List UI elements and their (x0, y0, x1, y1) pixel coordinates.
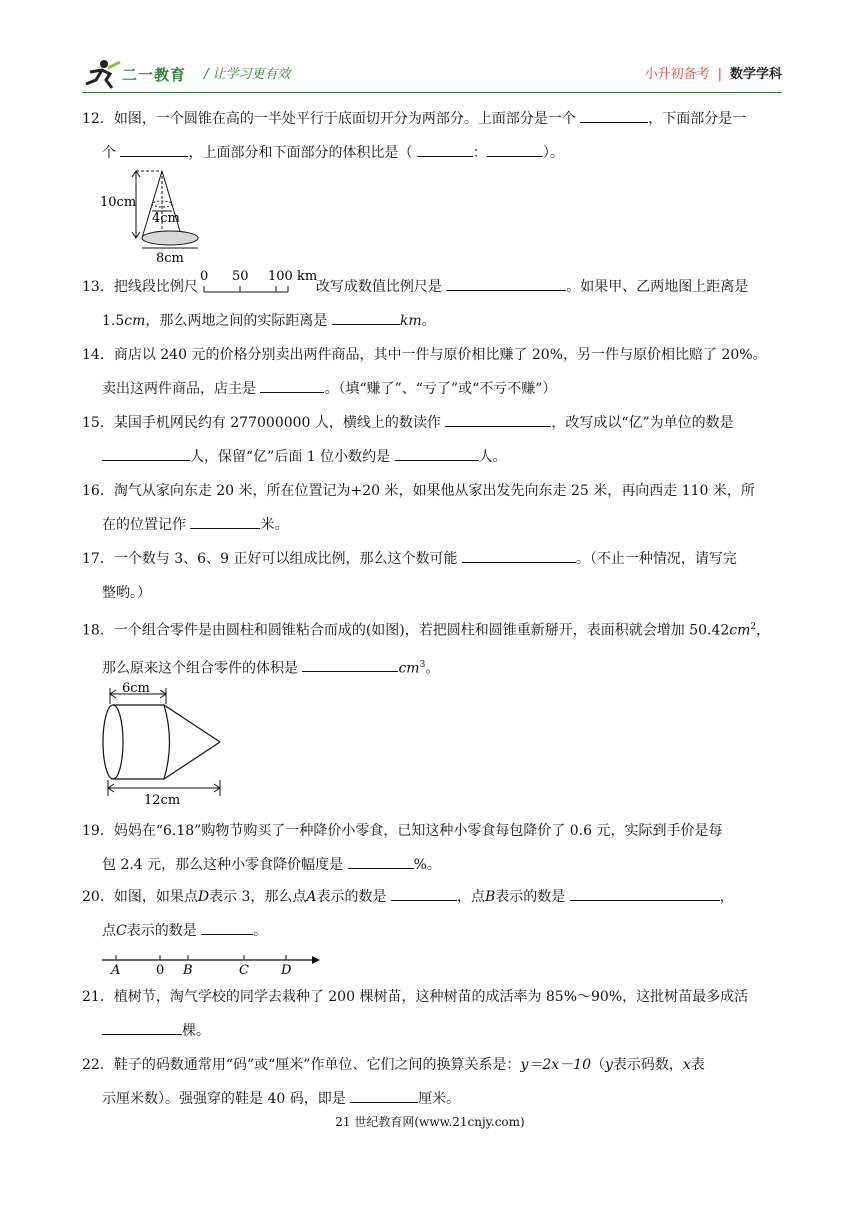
answer-blank[interactable] (391, 884, 457, 901)
q-text: 个 (102, 145, 116, 161)
q-text: 妈妈在“6.18”购物节购买了一种降价小零食，已知这种小零食每包降价了 0.6 元，实际到手价是每 (113, 823, 723, 839)
question-19 (82, 814, 782, 882)
cylinder-cone-figure (100, 680, 230, 808)
scale-label-0: 0 (200, 269, 209, 284)
answer-blank[interactable] (570, 884, 720, 901)
runner-icon (82, 58, 122, 90)
point-C: C (239, 963, 249, 976)
q-text: 把线段比例尺 (113, 279, 198, 295)
question-13 (82, 270, 782, 338)
question-18 (82, 610, 782, 685)
point-D: D (281, 963, 292, 976)
q-text: 如图，一个圆锥在高的一半处平行于底面切开分为两部分。上面部分是一个 (113, 111, 576, 127)
base-diameter-label: 8cm (156, 251, 184, 263)
page-footer: 21 世纪教育网(www.21cnjy.com) (335, 1115, 525, 1129)
q-number: 21． (82, 989, 114, 1005)
q-text: 。 (425, 660, 440, 677)
q-number: 22． (82, 1057, 114, 1073)
q-number: 16． (82, 483, 114, 499)
q-text: 。 (253, 923, 268, 939)
point-A: A (111, 963, 121, 976)
q-number: 19． (82, 823, 114, 839)
logo-text: 二一教育 (122, 66, 187, 84)
answer-blank[interactable] (350, 1086, 418, 1103)
variable: y (605, 1057, 613, 1073)
answer-blank[interactable] (332, 308, 400, 325)
answer-blank[interactable] (260, 376, 324, 393)
answer-blank[interactable] (348, 852, 414, 869)
page-header (82, 58, 782, 94)
q-number: 20． (82, 889, 114, 905)
q-text: 植树节，淘气学校的同学去栽种了 200 棵树苗，这种树苗的成活率为 85%～90%，这批树苗最多成活 (113, 989, 749, 1005)
q-text: 一个数与 3、6、9 正好可以组成比例，那么这个数可能 (113, 551, 458, 567)
arrow-icon (312, 956, 320, 964)
q-text: 整哟。） (102, 585, 151, 601)
formula: y＝2x－10 (520, 1057, 591, 1073)
q-number: 12． (82, 111, 114, 127)
q-text: 某国手机网民约有 277000000 人，横线上的数读作 (113, 415, 441, 431)
answer-blank[interactable] (102, 1018, 182, 1035)
question-22 (82, 1048, 782, 1116)
q-number: 17． (82, 551, 114, 567)
question-15 (82, 406, 782, 474)
point-name: A (306, 889, 317, 905)
q-text: 米。 (260, 517, 289, 533)
q-text: ，改写成以“亿”为单位的数是 (551, 415, 734, 431)
q-text: 表示的数是 (316, 889, 387, 905)
q-text: 卖出这两件商品，店主是 (102, 381, 256, 397)
q-text: 1.5 (102, 313, 125, 329)
q-number: 14． (82, 347, 114, 363)
q-text: ，那么两地之间的实际距离是 (145, 313, 328, 329)
header-right (645, 63, 782, 82)
q-text: 厘米。 (418, 1091, 461, 1107)
point-name: C (116, 923, 127, 939)
q-text: ， (756, 622, 771, 639)
answer-blank[interactable] (201, 918, 253, 935)
q-text: 。（填“赚了”、“亏了”或“不亏不赚”） (324, 381, 557, 397)
answer-blank[interactable] (120, 140, 188, 157)
q-text: 。如果甲、乙两地图上距离是 (566, 279, 749, 295)
point-0: 0 (156, 963, 165, 976)
number-line (100, 950, 326, 976)
q-text: 如图，如果点 (113, 889, 198, 905)
q-text: 在的位置记作 (102, 517, 186, 533)
cylinder-length-label: 6cm (122, 681, 150, 696)
unit: cm (124, 313, 146, 329)
scale-bar (196, 266, 326, 296)
answer-blank[interactable] (580, 106, 648, 123)
q-text: 示厘米数）。强强穿的鞋是 40 码，即是 (102, 1091, 346, 1107)
answer-blank[interactable] (462, 546, 576, 563)
q-text: ）。 (542, 145, 564, 161)
unit-exponent: 2 (750, 622, 757, 632)
q-text: 人。 (478, 449, 507, 465)
question-21 (82, 980, 782, 1048)
q-text: %。 (413, 857, 441, 873)
cone-figure (100, 168, 210, 263)
q-text: 表示 3，那么点 (209, 889, 307, 905)
q-text: 表 (690, 1057, 705, 1073)
q-number: 18． (82, 622, 114, 639)
scale-label-50: 50 (232, 269, 249, 284)
q-number: 15． (82, 415, 114, 431)
q-text: 点 (102, 923, 116, 939)
unit: cm (729, 622, 751, 639)
stage-label: 小升初备考 (644, 67, 710, 82)
cone-base (142, 231, 198, 245)
question-20 (82, 880, 782, 948)
q-text: 。（不止一种情况，请写完 (575, 551, 737, 567)
answer-blank[interactable] (446, 274, 566, 291)
question-17 (82, 542, 782, 610)
answer-blank[interactable] (102, 444, 190, 461)
q-number: 13． (82, 279, 114, 295)
header-rule (82, 92, 782, 93)
point-B: B (183, 963, 193, 976)
cylinder-left-face (103, 705, 123, 779)
brand-logo (82, 58, 200, 90)
height-label: 10cm (100, 195, 137, 210)
total-length-label: 12cm (144, 793, 181, 808)
q-text: ： (472, 145, 487, 161)
variable: x (682, 1057, 691, 1073)
q-text: 一个组合零件是由圆柱和圆锥粘合而成的(如图)，若把圆柱和圆锥重新掰开，表面积就会增加 50.42 (113, 622, 730, 639)
subject-label: 数学学科 (729, 67, 782, 82)
slogan: / 让学习更有效 (204, 67, 291, 82)
question-14 (82, 338, 782, 406)
q-text: 包 2.4 元，那么这种小零食降价幅度是 (102, 857, 344, 873)
scale-label-100: 100 km (268, 269, 318, 284)
unit: cm (398, 660, 420, 677)
point-name: B (485, 889, 496, 905)
answer-blank[interactable] (302, 655, 398, 672)
q-text: 商店以 240 元的价格分别卖出两件商品，其中一件与原价相比赚了 20%，另一件与原价相比赔了 20%。 (113, 347, 767, 363)
q-text: 鞋子的码数通常用“码”或“厘米”作单位、它们之间的换算关系是： (113, 1057, 521, 1073)
q-text: （ (591, 1057, 605, 1073)
q-text: 表示码数， (612, 1057, 683, 1073)
answer-blank[interactable] (487, 140, 543, 157)
q-text: 人，保留“亿”后面 1 位小数约是 (190, 449, 391, 465)
q-text: ，下面部分是一 (648, 111, 747, 127)
point-name: D (197, 889, 210, 905)
q-text: 那么原来这个组合零件的体积是 (102, 660, 298, 677)
q-text: 表示的数是 (126, 923, 197, 939)
q-text: 淘气从家向东走 20 米，所在位置记为+20 米，如果他从家出发先向东走 25 米，再向西走 110 米，所 (113, 483, 755, 499)
question-12 (82, 102, 782, 170)
header-divider: | (717, 67, 722, 82)
answer-blank[interactable] (417, 140, 473, 157)
q-text: 棵。 (182, 1023, 210, 1039)
answer-blank[interactable] (445, 410, 551, 427)
question-16 (82, 474, 782, 542)
answer-blank[interactable] (395, 444, 479, 461)
q-text: 改写成数值比例尺是 (315, 279, 442, 295)
q-text: ，上面部分和下面部分的体积比是（ (188, 145, 413, 161)
q-text: ，点 (457, 889, 485, 905)
top-diameter-label: 4cm (152, 211, 180, 226)
q-text: 表示的数是 (495, 889, 566, 905)
q-text: 。 (421, 313, 436, 329)
answer-blank[interactable] (190, 512, 260, 529)
unit-exponent: 3 (419, 659, 426, 670)
unit: km (399, 313, 422, 329)
q-text: ， (719, 889, 734, 905)
